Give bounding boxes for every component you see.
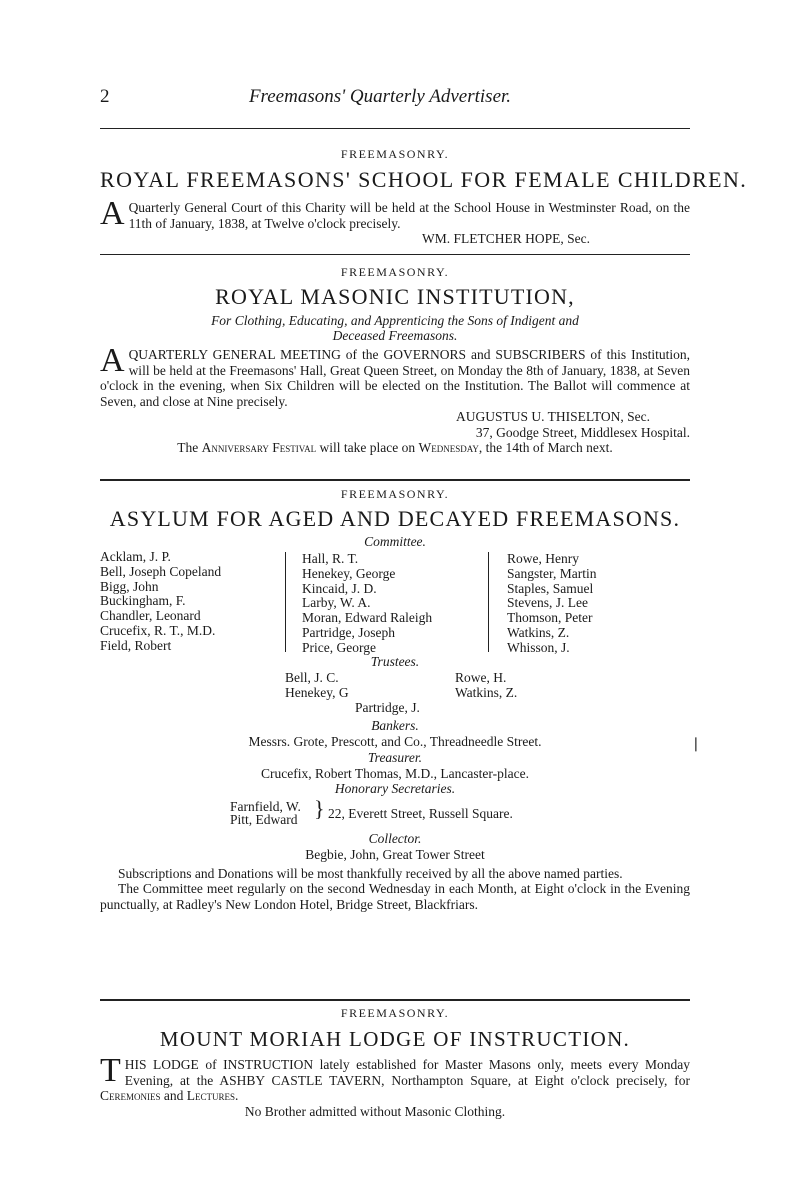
lodge-kicker: FREEMASONRY.: [340, 1006, 450, 1020]
institution-subtitle-1: For Clothing, Educating, and Apprenticing the Sons of Indigent and: [211, 313, 579, 328]
asylum-title: ASYLUM FOR AGED AND DECAYED FREEMASONS.: [109, 506, 681, 531]
committee-member: Thomson, Peter: [507, 610, 593, 626]
meetings-text: The Committee meet regularly on the second Wednesday in each Month, at Eight o'clock in the Evening punctually, at Radley's New London Hotel, Bridge Street, Blackfriars.: [100, 881, 690, 912]
committee-member: Kincaid, J. D.: [302, 580, 377, 596]
committee-column-1: [100, 550, 285, 654]
institution-rule: [100, 479, 690, 481]
page: [100, 0, 748, 1182]
school-dropcap: A: [100, 195, 125, 232]
secretaries-heading: Honorary Secretaries.: [334, 781, 456, 796]
committee-member: Bigg, John: [100, 578, 159, 594]
school-body: [100, 195, 690, 232]
trustee: Partridge, J.: [355, 700, 420, 715]
school-signature: WM. FLETCHER HOPE, Sec.: [422, 231, 590, 246]
lodge-body-mid: and: [160, 1088, 187, 1103]
committee-member: Rowe, Henry: [507, 551, 579, 566]
festival-caps: Anniversary Festival: [201, 440, 317, 455]
collector-heading: Collector.: [368, 831, 422, 846]
lodge-dropcap: T: [100, 1052, 121, 1089]
institution-notice: [100, 264, 690, 456]
margin-mark: ❘: [690, 737, 702, 752]
institution-title: ROYAL MASONIC INSTITUTION,: [215, 284, 575, 309]
committee-member: Price, George: [302, 639, 376, 655]
festival-pre: The: [177, 440, 202, 455]
asylum-notice: [100, 486, 690, 912]
committee-column-3: [488, 551, 688, 655]
secretary: Pitt, Edward: [230, 812, 298, 827]
page-number: 2: [100, 86, 110, 107]
secretaries-list: [100, 797, 690, 831]
committee-member: Larby, W. A.: [302, 595, 371, 611]
header-rule: [100, 128, 690, 129]
committee-member: Henekey, George: [302, 565, 396, 581]
lodge-body: [100, 1052, 690, 1104]
committee-member: Stevens, J. Lee: [507, 595, 588, 611]
school-kicker: FREEMASONRY.: [340, 147, 450, 161]
trustee: Bell, J. C.: [285, 670, 339, 685]
lodge-body-post: .: [235, 1088, 239, 1103]
asylum-kicker: FREEMASONRY.: [340, 487, 450, 501]
trustees-heading: Trustees.: [370, 654, 420, 669]
institution-subtitle-2: Deceased Freemasons.: [332, 328, 458, 343]
lodge-footer: No Brother admitted without Masonic Clothing.: [244, 1103, 506, 1119]
bankers-heading: Bankers.: [371, 718, 419, 733]
lodge-caps-lectures: Lectures: [186, 1088, 236, 1103]
institution-signature-name: AUGUSTUS U. THISELTON, Sec.: [455, 409, 650, 424]
institution-festival: [100, 440, 690, 456]
committee-member: Watkins, Z.: [507, 624, 570, 640]
trustee: Rowe, H.: [455, 670, 507, 685]
committee-member: Staples, Samuel: [507, 580, 594, 596]
lodge-body-pre: HIS LODGE of INSTRUCTION lately established for Master Masons only, meets every Monday Evening, at the ASHBY CASTLE TAVERN, Northampton Square, at Eight o'clock precisely, for: [124, 1057, 690, 1088]
running-title: Freemasons' Quarterly Advertiser.: [248, 86, 512, 107]
secretaries-address: 22, Everett Street, Russell Square.: [328, 806, 513, 821]
brace-mark: }: [314, 796, 325, 821]
institution-dropcap: A: [100, 342, 125, 379]
page-header: [100, 86, 690, 112]
committee-column-2: [285, 551, 485, 655]
committee-member: Chandler, Leonard: [100, 608, 201, 624]
lodge-caps-ceremonies: Ceremonies: [100, 1088, 161, 1103]
institution-kicker: FREEMASONRY.: [340, 265, 450, 279]
committee-member: Partridge, Joseph: [302, 624, 395, 640]
festival-mid: will take place on: [316, 440, 419, 455]
committee-member: Acklam, J. P.: [100, 549, 171, 564]
festival-day: Wednesday: [418, 440, 479, 455]
lodge-notice: [100, 1005, 690, 1119]
subscriptions-text: Subscriptions and Donations will be most thankfully received by all the above named parties.: [118, 865, 623, 881]
school-body-text: Quarterly General Court of this Charity will be held at the School House in Westminster Road, on the 11th of January, 1838, at Twelve o'clock precisely.: [128, 200, 690, 231]
institution-body: [100, 342, 690, 409]
committee-member: Hall, R. T.: [302, 551, 359, 566]
bankers-text: Messrs. Grote, Prescott, and Co., Threadneedle Street.: [248, 734, 542, 749]
school-notice: [100, 146, 748, 247]
committee-member: Whisson, J.: [507, 639, 570, 655]
institution-signature-address: 37, Goodge Street, Middlesex Hospital.: [475, 424, 690, 440]
trustee: Henekey, G: [285, 685, 349, 700]
institution-body-text: QUARTERLY GENERAL MEETING of the GOVERNORS and SUBSCRIBERS of this Institution, will be held at the Freemasons' Hall, Great Queen Street, on Monday the 8th of January, 1838, at Seven o'clock in the evening, when Six Children will be elected on the Institution. The Ballot will commence at Seven, and close at Nine precisely.: [100, 347, 690, 409]
committee-member: Field, Robert: [100, 637, 172, 653]
festival-post: , the 14th of March next.: [478, 440, 613, 455]
treasurer-heading: Treasurer.: [367, 749, 423, 765]
collector-text: Begbie, John, Great Tower Street: [305, 847, 485, 862]
lodge-title: MOUNT MORIAH LODGE OF INSTRUCTION.: [159, 1027, 631, 1051]
committee-member: Buckingham, F.: [100, 593, 186, 609]
asylum-rule: [100, 999, 690, 1001]
committee-heading: Committee.: [364, 534, 426, 549]
secretary: Farnfield, W.: [230, 799, 301, 814]
trustee: Watkins, Z.: [455, 685, 518, 700]
committee-member: Crucefix, R. T., M.D.: [100, 622, 216, 638]
treasurer-text: Crucefix, Robert Thomas, M.D., Lancaster-place.: [261, 765, 529, 781]
committee-list: [100, 550, 690, 654]
school-rule: [100, 254, 690, 255]
committee-member: Bell, Joseph Copeland: [100, 563, 222, 579]
trustees-list: [100, 670, 690, 718]
school-title: ROYAL FREEMASONS' SCHOOL FOR FEMALE CHILDREN.: [100, 167, 748, 192]
committee-member: Moran, Edward Raleigh: [302, 610, 433, 626]
committee-member: Sangster, Martin: [507, 565, 597, 581]
